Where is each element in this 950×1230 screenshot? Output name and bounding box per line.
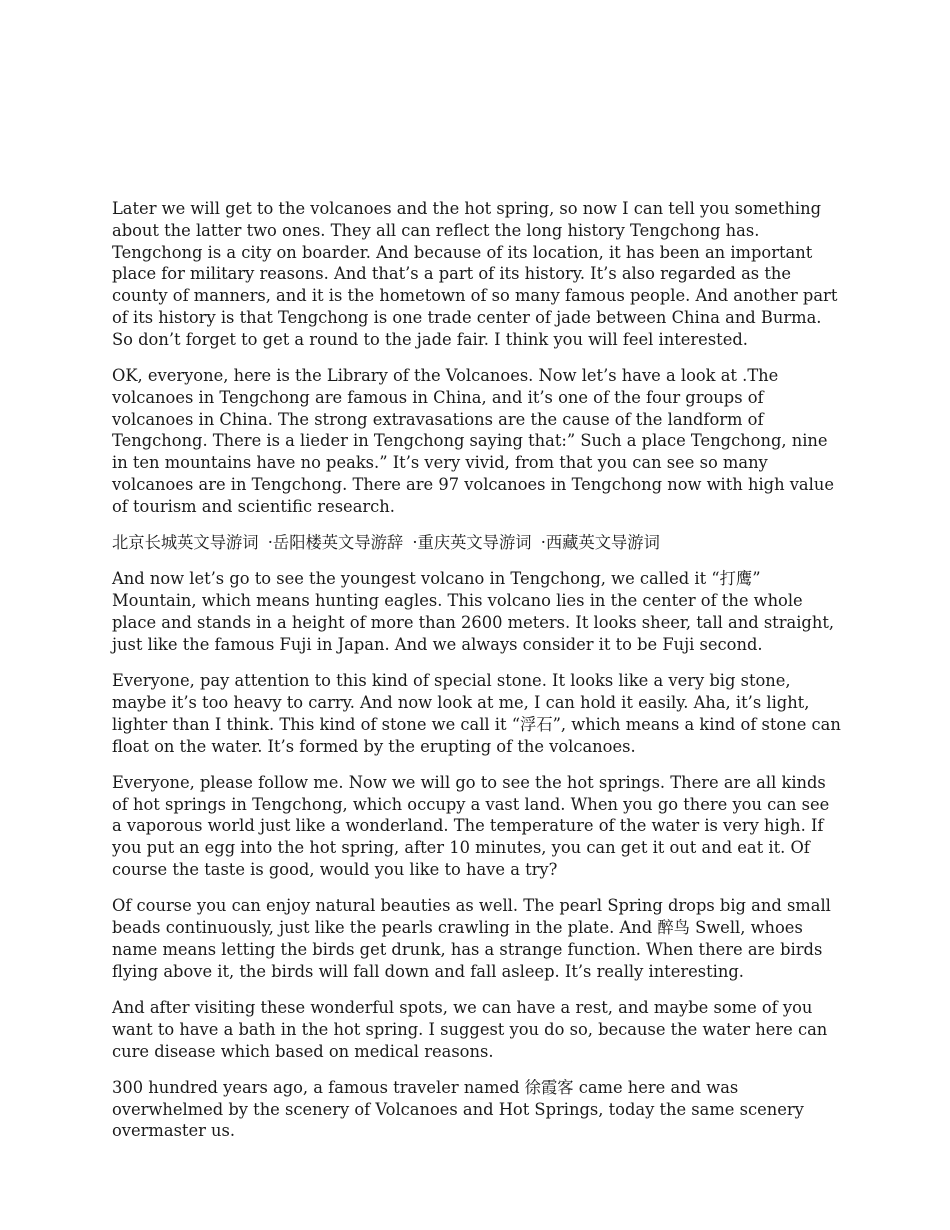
paragraph-special-stone: Everyone, pay attention to this kind of special stone. It looks like a very big stone, maybe it’s too heavy to carry. And now look at me, I can hold it easily. Aha, it’s light, lighter than I think. This kind of stone we call it “浮石”, which means a kind of stone can float on the water. It’s formed by the erupting of the volcanoes. xyxy=(112,671,841,756)
document-page xyxy=(112,198,842,1157)
link-beijing-great-wall[interactable]: 北京长城英文导游词 xyxy=(112,533,259,553)
related-links xyxy=(112,532,842,554)
paragraph-traveler: 300 hundred years ago, a famous traveler named 徐霞客 came here and was overwhelmed by the scenery of Volcanoes and Hot Springs, today the same scenery overmaster us. xyxy=(112,1077,804,1141)
paragraph-hot-springs: Everyone, please follow me. Now we will go to see the hot springs. There are all kinds of hot springs in Tengchong, which occupy a vast land. When you go there you can see a vaporous world just like a wonderland. The temperature of the water is very high. If you put an egg into the hot spring, after 10 minutes, you can get it out and eat it. Of course the taste is good, would you like to have a try? xyxy=(112,772,830,880)
paragraph-youngest-volcano: And now let’s go to see the youngest volcano in Tengchong, we called it “打鹰” Mountain, which means hunting eagles. This volcano lies in the center of the whole place and stands in a height of more than 2600 meters. It looks sheer, tall and straight, just like the famous Fuji in Japan. And we always consider it to be Fuji second. xyxy=(112,569,835,654)
link-chongqing[interactable]: ·重庆英文导游词 xyxy=(412,533,532,553)
link-yueyang-tower[interactable]: ·岳阳楼英文导游辞 xyxy=(267,533,404,553)
link-tibet[interactable]: ·西藏英文导游词 xyxy=(540,533,660,553)
paragraph-history: Later we will get to the volcanoes and the hot spring, so now I can tell you something about the latter two ones. They all can reflect the long history Tengchong has. Tengchong is a city on boarder. And because of its location, it has been an important place for military reasons. And that’s a part of its history. It’s also regarded as the county of manners, and it is the hometown of so many famous people. And another part of its history is that Tengchong is one trade center of jade between China and Burma. So don’t forget to get a round to the jade fair. I think you will feel interested. xyxy=(112,199,838,349)
paragraph-library-of-volcanoes: OK, everyone, here is the Library of the Volcanoes. Now let’s have a look at .The volcanoes in Tengchong are famous in China, and it’s one of the four groups of volcanoes in China. The strong extravasations are the cause of the landform of Tengchong. There is a lieder in Tengchong saying that:” Such a place Tengchong, nine in ten mountains have no peaks.” It’s very vivid, from that you can see so many volcanoes are in Tengchong. There are 97 volcanoes in Tengchong now with high value of tourism and scientific research. xyxy=(112,366,834,516)
paragraph-natural-beauties: Of course you can enjoy natural beauties as well. The pearl Spring drops big and small beads continuously, just like the pearls crawling in the plate. And 醉鸟 Swell, whoes name means letting the birds get drunk, has a strange function. When there are birds flying above it, the birds will fall down and fall asleep. It’s really interesting. xyxy=(112,896,831,981)
paragraph-rest-and-bath: And after visiting these wonderful spots, we can have a rest, and maybe some of you want to have a bath in the hot spring. I suggest you do so, because the water here can cure disease which based on medical reasons. xyxy=(112,998,828,1061)
